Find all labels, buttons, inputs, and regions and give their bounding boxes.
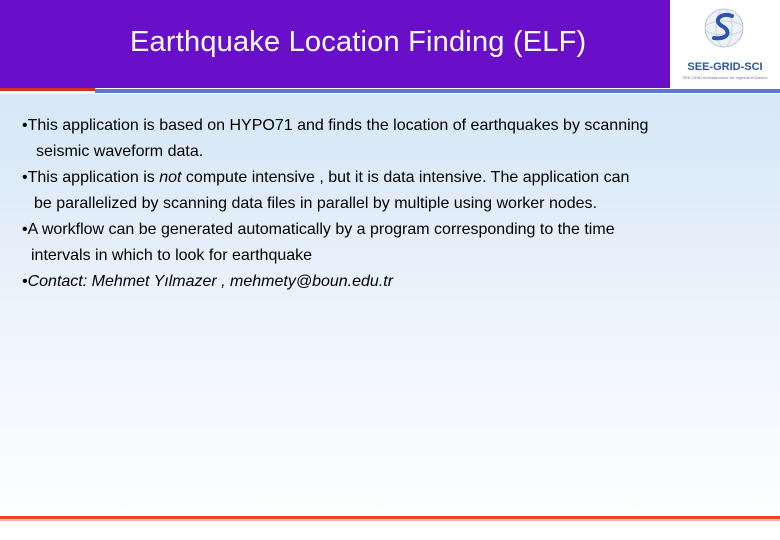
contact-text: •Contact: Mehmet Yılmazer , mehmety@boun.edu.tr (22, 273, 394, 290)
bullet-contact (22, 269, 752, 295)
logo-tagline: SEE-GRID eInfrastructure for regional eScience (682, 75, 768, 80)
slide-content (22, 113, 752, 295)
title-divider-blue (95, 89, 780, 93)
bullet-parallel-continued: be parallelized by scanning data files in parallel by multiple using worker nodes. (34, 195, 597, 212)
bullet-not-compute-intensive (22, 165, 752, 191)
bottom-divider-shadow (0, 519, 780, 521)
emphasis-not: not (159, 169, 182, 186)
bullet-workflow-continued: intervals in which to look for earthquake (31, 247, 313, 264)
bullet-hypo71-continued: seismic waveform data. (36, 143, 204, 160)
bullet-workflow: •A workflow can be generated automatically by a program corresponding to the time (22, 221, 615, 238)
bullet-text-part: compute intensive , but it is data intensive. The application can (181, 169, 630, 186)
bullet-text-part: •This application is (22, 169, 160, 186)
bullet-hypo71: •This application is based on HYPO71 and finds the location of earthquakes by scanning (22, 117, 649, 134)
logo-wordmark: SEE-GRID-SCI (687, 61, 763, 73)
slide-title: Earthquake Location Finding (ELF) (130, 26, 587, 58)
see-grid-sci-logo (670, 0, 780, 88)
title-divider-red (0, 88, 95, 91)
title-bar (0, 0, 670, 88)
globe-logo-icon (670, 0, 780, 88)
